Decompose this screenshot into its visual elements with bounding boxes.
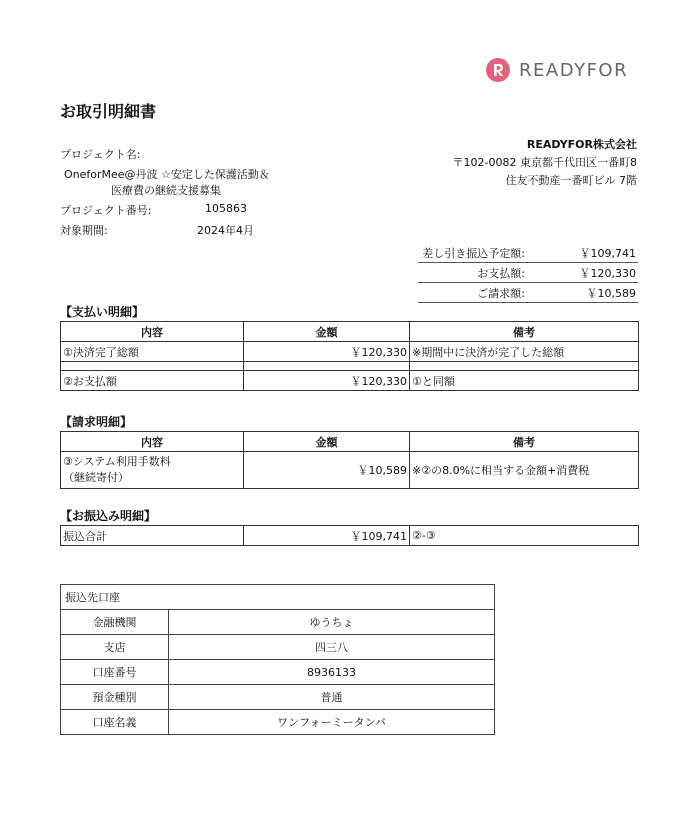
table-row xyxy=(61,660,495,685)
column-header: 金額 xyxy=(244,432,410,452)
summary-label: 差し引き振込予定額: xyxy=(422,246,525,260)
note-cell: ※期間中に決済が完了した総額 xyxy=(410,342,639,362)
company-address-line1: 〒102-0082 東京都千代田区一番町8 xyxy=(452,156,637,169)
period-label: 対象期間: xyxy=(60,224,108,237)
note-cell: ※②の8.0%に相当する金額+消費税 xyxy=(410,452,639,489)
company-address-line2: 住友不動産一番町ビル 7階 xyxy=(505,174,637,187)
table-header-row xyxy=(61,432,639,452)
billing-table xyxy=(60,431,639,489)
logo-text: READYFOR xyxy=(519,59,629,81)
item-cell: 振込合計 xyxy=(61,526,244,546)
amount-cell: ￥109,741 xyxy=(244,526,410,546)
table-row xyxy=(61,610,495,635)
table-row xyxy=(61,685,495,710)
summary-label: お支払額: xyxy=(477,266,525,280)
page-title: お取引明細書 xyxy=(60,102,157,121)
table-row xyxy=(61,526,639,546)
column-header: 備考 xyxy=(410,322,639,342)
billing-section-title: 【請求明細】 xyxy=(60,415,133,429)
table-row xyxy=(61,452,639,489)
column-header: 内容 xyxy=(61,432,244,452)
item-line2: （継続寄付） xyxy=(63,471,129,484)
bank-header-row xyxy=(61,585,495,610)
bank-label: 支店 xyxy=(61,635,169,660)
column-header: 金額 xyxy=(244,322,410,342)
transfer-table xyxy=(60,525,639,546)
table-row xyxy=(61,710,495,735)
transfer-section-title: 【お振込み明細】 xyxy=(60,509,157,523)
bank-account-table xyxy=(60,584,495,735)
company-name: READYFOR株式会社 xyxy=(526,138,637,151)
item-line1: ③システム利用手数料 xyxy=(63,455,171,468)
payment-section-title: 【支払い明細】 xyxy=(60,305,145,319)
item-cell: ②お支払額 xyxy=(61,371,244,391)
summary-box xyxy=(418,243,638,303)
project-name-line1: OneforMee@丹波 ☆安定した保護活動＆ xyxy=(64,168,270,181)
amount-cell: ￥10,589 xyxy=(244,452,410,489)
summary-row xyxy=(418,263,638,283)
bank-label: 口座番号 xyxy=(61,660,169,685)
note-cell: ②-③ xyxy=(410,526,639,546)
bank-label: 口座名義 xyxy=(61,710,169,735)
amount-cell: ￥120,330 xyxy=(244,342,410,362)
project-number-value: 105863 xyxy=(205,202,247,215)
project-name-label: プロジェクト名: xyxy=(60,148,141,161)
summary-label: ご請求額: xyxy=(477,286,525,300)
company-block xyxy=(453,136,637,190)
column-header: 内容 xyxy=(61,322,244,342)
table-spacer-row xyxy=(61,362,639,371)
summary-row xyxy=(418,283,638,303)
table-row xyxy=(61,371,639,391)
summary-value: ￥109,741 xyxy=(579,246,636,260)
payment-table xyxy=(60,321,639,391)
amount-cell: ￥120,330 xyxy=(244,371,410,391)
bank-label: 預金種別 xyxy=(61,685,169,710)
item-cell: ①決済完了総額 xyxy=(61,342,244,362)
bank-value: ゆうちょ xyxy=(169,610,495,635)
readyfor-logo xyxy=(485,57,628,83)
column-header: 備考 xyxy=(410,432,639,452)
readyfor-logo-icon xyxy=(485,57,511,83)
bank-title: 振込先口座 xyxy=(61,585,495,610)
summary-value: ￥10,589 xyxy=(586,286,636,300)
table-row xyxy=(61,342,639,362)
item-cell xyxy=(61,452,244,489)
summary-value: ￥120,330 xyxy=(579,266,636,280)
summary-row xyxy=(418,243,638,263)
note-cell: ①と同額 xyxy=(410,371,639,391)
bank-value: 四三八 xyxy=(169,635,495,660)
period-value: 2024年4月 xyxy=(197,224,254,237)
table-row xyxy=(61,635,495,660)
table-header-row xyxy=(61,322,639,342)
bank-value: 普通 xyxy=(169,685,495,710)
bank-value: ワンフォーミータンバ xyxy=(169,710,495,735)
project-number-label: プロジェクト番号: xyxy=(60,204,152,217)
bank-value: 8936133 xyxy=(169,660,495,685)
bank-label: 金融機関 xyxy=(61,610,169,635)
project-name-line2: 医療費の継続支援募集 xyxy=(111,184,221,197)
